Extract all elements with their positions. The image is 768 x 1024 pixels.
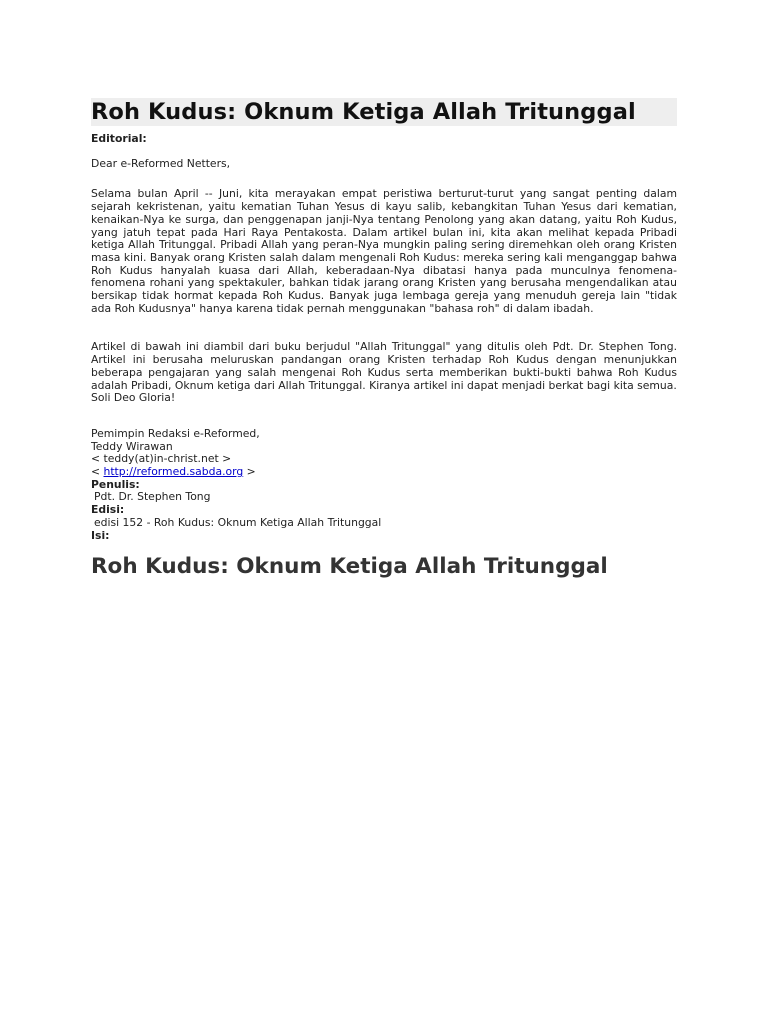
page-title: Roh Kudus: Oknum Ketiga Allah Tritunggal: [91, 98, 677, 126]
penulis-value: Pdt. Dr. Stephen Tong: [94, 490, 211, 504]
article-source-block: [91, 341, 677, 405]
penulis-label: Penulis:: [91, 477, 140, 491]
url-prefix: <: [91, 465, 104, 479]
signature-name: Teddy Wirawan: [91, 439, 173, 453]
intro-paragraph: Selama bulan April -- Juni, kita merayakan empat peristiwa berturut-turut yang sangat penting dalam sejarah kekristenan, yaitu kematian Tuhan Yesus di kayu salib, kebangkitan Tuhan Yesus dari kematian, kenaikan-Nya ke surga, dan penggenapan janji-Nya tentang Penolong yang akan datang, yaitu Roh Kudus, yang jatuh tepat pada Hari Raya Pentakosta. Dalam artikel bulan ini, kita akan melihat kepada Pribadi ketiga Allah Tritunggal. Pribadi Allah yang peran-Nya mungkin paling sering diremehkan oleh orang Kristen masa kini. Banyak orang Kristen salah dalam mengenali Roh Kudus: mereka sering kali menganggap bahwa Roh Kudus hanyalah kuasa dari Allah, keberadaan-Nya dibatasi hanya pada munculnya fenomena-fenomena rohani yang spektakuler, bahkan tidak jarang orang Kristen yang berusaha mengendalikan atau bersikap tidak hormat kepada Roh Kudus. Banyak juga lembaga gereja yang menuduh gereja lain "tidak ada Roh Kudusnya" hanya karena tidak pernah menggunakan "bahasa roh" di dalam ibadah.: [91, 187, 677, 315]
source-paragraph: Artikel di bawah ini diambil dari buku berjudul "Allah Tritunggal" yang ditulis oleh Pdt. Dr. Stephen Tong. Artikel ini berusaha meluruskan pandangan orang Kristen terhadap Roh Kudus dengan menunjukkan beberapa pengajaran yang salah mengenai Roh Kudus serta memberikan bukti-bukti bahwa Roh Kudus adalah Pribadi, Oknum ketiga dari Allah Tritunggal. Kiranya artikel ini dapat menjadi berkat bagi kita semua.: [91, 340, 677, 392]
edisi-label: Edisi:: [91, 503, 125, 517]
signature-role: Pemimpin Redaksi e-Reformed,: [91, 426, 260, 440]
edisi-value: edisi 152 - Roh Kudus: Oknum Ketiga Allah Tritunggal: [94, 515, 382, 529]
section-title: Roh Kudus: Oknum Ketiga Allah Tritunggal: [91, 554, 608, 580]
editorial-label: Editorial:: [91, 132, 147, 145]
signature-block: [91, 428, 677, 542]
signature-url-line: [91, 466, 677, 479]
closing-line: Soli Deo Gloria!: [91, 391, 176, 405]
url-suffix: >: [243, 465, 256, 479]
signature-email: < teddy(at)in-christ.net >: [91, 452, 232, 466]
greeting: Dear e-Reformed Netters,: [91, 156, 231, 170]
isi-label: Isi:: [91, 528, 110, 542]
document-page: [91, 98, 677, 581]
reformed-link[interactable]: http://reformed.sabda.org: [103, 465, 244, 479]
